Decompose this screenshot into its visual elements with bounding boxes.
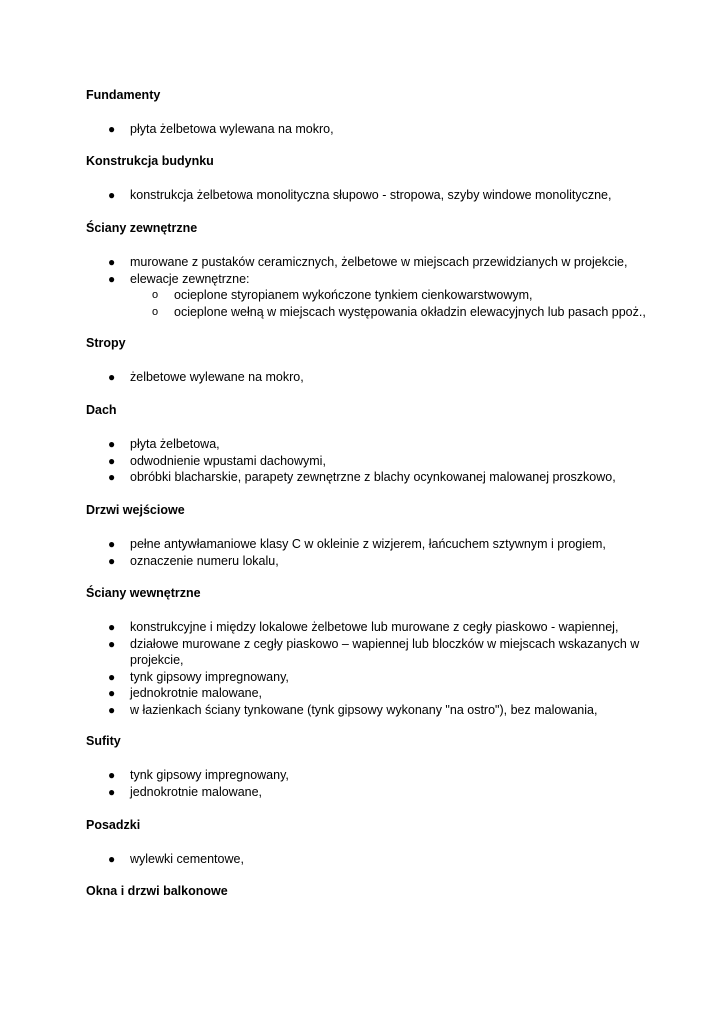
list-item-text: jednokrotnie malowane, bbox=[130, 784, 263, 799]
list-item bbox=[86, 369, 656, 386]
bullet-icon: ● bbox=[108, 553, 116, 568]
bullet-icon: ● bbox=[108, 370, 116, 384]
bullet-icon: ● bbox=[108, 636, 116, 651]
list-item-text: płyta żelbetowa, bbox=[130, 437, 220, 451]
bullet-list bbox=[86, 536, 656, 569]
list-item bbox=[86, 469, 656, 486]
list-item-text: wylewki cementowe, bbox=[130, 852, 244, 866]
list-item-text: tynk gipsowy impregnowany, bbox=[130, 768, 289, 782]
circle-bullet-icon: o bbox=[152, 289, 159, 301]
section-heading: Posadzki bbox=[86, 818, 141, 832]
section-okna-i-drzwi-balkonowe bbox=[86, 883, 656, 900]
section-heading: Konstrukcja budynku bbox=[86, 154, 214, 168]
section-heading: Drzwi wejściowe bbox=[86, 503, 185, 517]
bullet-icon: ● bbox=[108, 620, 116, 634]
bullet-icon: ● bbox=[108, 453, 116, 468]
list-item bbox=[86, 536, 656, 553]
bullet-icon: ● bbox=[108, 255, 116, 269]
list-item bbox=[86, 436, 656, 453]
section-posadzki bbox=[86, 817, 656, 868]
section-heading: Fundamenty bbox=[86, 88, 161, 102]
bullet-list bbox=[86, 767, 656, 800]
list-item bbox=[86, 553, 656, 570]
list-item bbox=[86, 784, 656, 801]
list-item-text: obróbki blacharskie, parapety zewnętrzne z blachy ocynkowanej malowanej proszkowo, bbox=[130, 470, 616, 484]
sub-list-item-text: ocieplone styropianem wykończone tynkiem cienkowarstwowym, bbox=[174, 288, 533, 302]
section-heading: Dach bbox=[86, 403, 117, 417]
list-item-text: w łazienkach ściany tynkowane (tynk gipsowy wykonany "na ostro"), bez malowania, bbox=[130, 702, 598, 717]
bullet-icon: ● bbox=[108, 852, 116, 866]
list-item-text: konstrukcyjne i między lokalowe żelbetowe lub murowane z cegły piaskowo - wapiennej, bbox=[130, 620, 619, 634]
list-item bbox=[86, 669, 656, 686]
bullet-icon: ● bbox=[108, 271, 116, 286]
list-item bbox=[86, 254, 656, 271]
list-item-text: oznaczenie numeru lokalu, bbox=[130, 553, 279, 568]
list-item bbox=[86, 851, 656, 868]
section-heading: Okna i drzwi balkonowe bbox=[86, 884, 228, 898]
bullet-icon: ● bbox=[108, 470, 116, 484]
list-item bbox=[86, 685, 656, 702]
bullet-list bbox=[86, 369, 656, 386]
list-item bbox=[86, 121, 656, 138]
list-item-text: żelbetowe wylewane na mokro, bbox=[130, 370, 304, 384]
bullet-icon: ● bbox=[108, 784, 116, 799]
bullet-icon: ● bbox=[108, 686, 116, 700]
bullet-icon: ● bbox=[108, 702, 116, 717]
bullet-list bbox=[86, 619, 656, 718]
bullet-icon: ● bbox=[108, 768, 116, 782]
bullet-icon: ● bbox=[108, 669, 116, 684]
list-item-text: odwodnienie wpustami dachowymi, bbox=[130, 453, 326, 468]
bullet-icon: ● bbox=[108, 122, 116, 136]
section-konstrukcja-budynku bbox=[86, 153, 656, 204]
sub-list-item bbox=[130, 287, 656, 304]
sub-list-item-text: ocieplone wełną w miejscach występowania okładzin elewacyjnych lub pasach ppoż., bbox=[174, 304, 646, 319]
section-heading: Ściany wewnętrzne bbox=[86, 586, 201, 600]
section-sciany-zewnetrzne bbox=[86, 220, 656, 320]
list-item bbox=[86, 271, 656, 321]
list-item bbox=[86, 702, 656, 719]
sub-list-item bbox=[130, 304, 656, 321]
circle-bullet-icon: o bbox=[152, 305, 159, 318]
list-item bbox=[86, 187, 656, 204]
bullet-list bbox=[86, 436, 656, 486]
section-sufity bbox=[86, 733, 656, 800]
list-item-text: pełne antywłamaniowe klasy C w okleinie z wizjerem, łańcuchem sztywnym i progiem, bbox=[130, 537, 606, 551]
list-item-text: murowane z pustaków ceramicznych, żelbetowe w miejscach przewidzianych w projekcie, bbox=[130, 255, 628, 269]
section-heading: Ściany zewnętrzne bbox=[86, 221, 198, 235]
bullet-list bbox=[86, 121, 656, 138]
section-stropy bbox=[86, 335, 656, 386]
list-item bbox=[86, 636, 656, 669]
bullet-list bbox=[86, 187, 656, 204]
list-item bbox=[86, 767, 656, 784]
list-item-text: konstrukcja żelbetowa monolityczna słupowo - stropowa, szyby windowe monolityczne, bbox=[130, 188, 612, 202]
section-fundamenty bbox=[86, 87, 656, 138]
list-item-text: działowe murowane z cegły piaskowo – wapiennej lub bloczków w miejscach wskazanych w projekcie, bbox=[130, 636, 640, 667]
section-drzwi-wejsciowe bbox=[86, 502, 656, 569]
list-item-text: jednokrotnie malowane, bbox=[130, 686, 263, 700]
bullet-icon: ● bbox=[108, 537, 116, 551]
section-heading: Stropy bbox=[86, 336, 126, 350]
section-heading: Sufity bbox=[86, 734, 121, 748]
section-sciany-wewnetrzne bbox=[86, 585, 656, 718]
list-item-text: tynk gipsowy impregnowany, bbox=[130, 669, 289, 684]
list-item-text: płyta żelbetowa wylewana na mokro, bbox=[130, 122, 334, 136]
sub-bullet-list bbox=[130, 287, 656, 320]
bullet-list bbox=[86, 851, 656, 868]
bullet-icon: ● bbox=[108, 188, 116, 202]
list-item bbox=[86, 619, 656, 636]
list-item-text: elewacje zewnętrzne: bbox=[130, 271, 250, 286]
list-item bbox=[86, 453, 656, 470]
bullet-icon: ● bbox=[108, 437, 116, 451]
bullet-list bbox=[86, 254, 656, 320]
section-dach bbox=[86, 402, 656, 486]
